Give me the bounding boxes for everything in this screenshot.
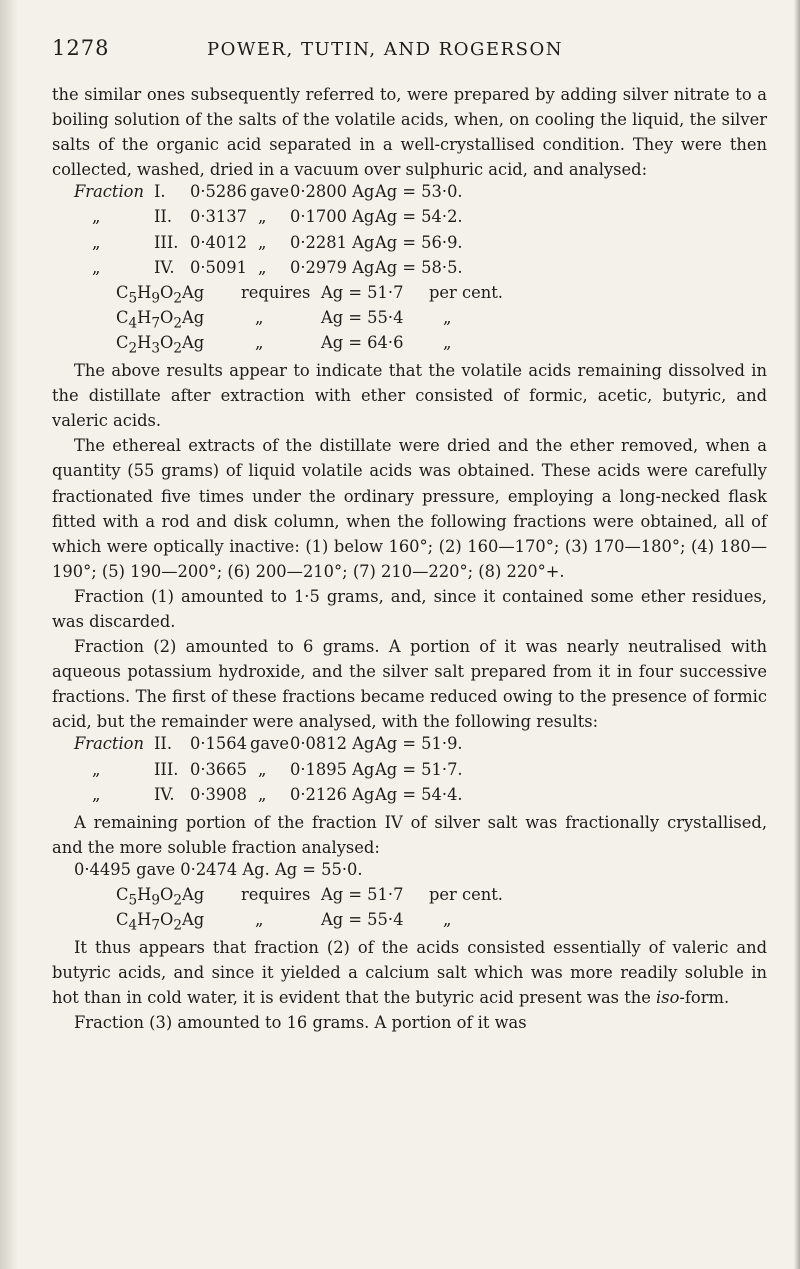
table-row [74,734,767,759]
row-gave: „ [258,232,267,252]
row-label: „ [92,207,101,227]
paragraph-silver-salts: the similar ones subsequently referred to, were prepared by adding silver nitrate to a boiling solution of the salts of the volatile acids, when, on cooling the liquid, the silver salts of the organic acid separated in a well-crystallised condition. They were then collected, washed, dried in a vacuum over sulphuric acid, and analysed: [52,85,767,180]
requires-word: „ [255,332,264,352]
requires-unit: per cent. [429,885,503,904]
row-silver: 0·1700 Ag. [290,207,380,227]
row-number: II. [154,734,173,754]
row-number: I. [154,182,166,202]
iso-prefix: iso [656,988,680,1008]
row-result: Ag = 51·9. [375,734,463,754]
paragraph-fraction-1: Fraction (1) amounted to 1·5 grams, and, since it contained some ether residues, was discarded. [52,586,767,631]
requires-unit: per cent. [429,282,503,302]
row-silver: 0·0812 Ag. [290,734,380,754]
paragraph-volatile-acids: The above results appear to indicate that the volatile acids remaining dissolved in the distillate after extraction with ether consisted of formic, acetic, butyric, and valeric acids. [52,361,767,431]
fraction-table-1 [52,182,767,282]
row-label: Fraction [74,734,144,754]
requirement-row [116,333,767,358]
requires-word: „ [255,307,264,327]
requires-value: Ag = 51·7 [321,885,404,904]
row-silver: 0·1895 Ag. [290,759,380,779]
requires-word: requires [241,282,311,302]
row-silver: 0·2800 Ag. [290,182,380,202]
row-label: „ [92,784,101,804]
requirement-block-2 [52,885,767,935]
row-result: Ag = 54·2. [375,207,463,227]
paragraph-ethereal-extracts: The ethereal extracts of the distillate were dried and the ether removed, when a quantity (55 grams) of liquid volatile acids was obtained. These acids were carefully fractionated five times under the ordinary pressure, employing a long-necked flask fitted with a rod and disk column, when the following fractions were obtained, all of which were optically inactive: (1) below 160°; (2) 160—170°; (3) 170—180°; (4) 180—190°; (5) 190—200°; (6) 200—210°; (7) 210—220°; (8) 220°+. [52,436,767,581]
paragraph-fraction-2: Fraction (2) amounted to 6 grams. A portion of it was nearly neutralised with aqueous potassium hydroxide, and the silver salt prepared from it in four successive fractions. The first of these fractions became reduced owing to the presence of formic acid, but the remainder were analysed, with the following results: [52,637,767,732]
row-weight: 0·3908 [190,784,247,804]
table-row [74,785,767,810]
row-gave: „ [258,207,267,227]
formula: $C_4H_7O_2Ag$ [116,307,205,332]
row-label: „ [92,759,101,779]
requires-value: Ag = 51·7 [321,282,404,302]
requires-value: Ag = 55·4 [321,910,404,930]
row-number: II. [154,207,173,227]
row-gave: „ [258,759,267,779]
row-gave: „ [258,257,267,277]
formula: $C_5H_9O_2Ag$ [116,885,205,909]
table-row [74,258,767,283]
page-gutter-shadow [0,0,18,1269]
requires-unit: „ [443,307,452,327]
fraction-table-2 [52,734,767,809]
requires-unit: „ [443,910,452,930]
row-number: III. [154,232,179,252]
page-edge-shadow [794,0,800,1269]
row-weight: 0·3137 [190,207,247,227]
row-weight: 0·1564 [190,734,247,754]
running-head: POWER, TUTIN, AND ROGERSON [207,39,563,60]
requires-word: „ [255,910,264,930]
row-number: IV. [154,257,175,277]
conclusion-text: It thus appears that fraction (2) of the acids consisted essentially of valeric and butyric acids, and since it yielded a calcium salt which was more readily soluble in hot than in cold water, it is evident that the butyric acid present was the [52,938,767,1008]
row-result: Ag = 53·0. [375,182,463,202]
row-gave: gave [250,182,289,202]
row-weight: 0·5091 [190,257,247,277]
requires-value: Ag = 55·4 [321,307,404,327]
requirement-row [116,910,767,935]
requirement-row [116,308,767,333]
page-number: 1278 [52,36,110,60]
page-header [52,36,767,70]
row-weight: 0·3665 [190,759,247,779]
conclusion-suffix: -form. [679,988,730,1008]
row-gave: „ [258,784,267,804]
table-row [74,182,767,207]
row-result: Ag = 56·9. [375,232,463,252]
table-row [74,233,767,258]
paragraph-conclusion [52,935,767,1010]
requires-unit: „ [443,332,452,352]
row-weight: 0·4012 [190,232,247,252]
row-number: IV. [154,784,175,804]
row-result: Ag = 51·7. [375,759,463,779]
requires-value: Ag = 64·6 [321,332,404,352]
formula: $C_5H_9O_2Ag$ [116,282,205,306]
requires-word: requires [241,885,311,904]
row-number: III. [154,759,179,779]
paragraph-fraction-3: Fraction (3) amounted to 16 grams. A portion of it was [74,1013,527,1033]
row-label: „ [92,257,101,277]
row-result: Ag = 58·5. [375,257,463,277]
page [52,36,767,1036]
row-silver: 0·2979 Ag. [290,257,380,277]
row-weight: 0·5286 [190,182,247,202]
formula: $C_2H_3O_2Ag$ [116,332,205,357]
row-silver: 0·2126 Ag. [290,784,380,804]
row-label: Fraction [74,182,144,202]
analysis-line: 0·4495 gave 0·2474 Ag. Ag = 55·0. [74,859,363,879]
table-row [74,207,767,232]
paragraph-remaining-portion: A remaining portion of the fraction IV of silver salt was fractionally crystallised, and the more soluble fraction analysed: [52,812,767,857]
row-label: „ [92,232,101,252]
requirement-row [116,885,767,910]
table-row [74,760,767,785]
formula: $C_4H_7O_2Ag$ [116,910,205,934]
requirement-row [116,283,767,308]
row-gave: gave [250,734,289,754]
requirement-block-1 [52,283,767,358]
row-silver: 0·2281 Ag. [290,232,380,252]
row-result: Ag = 54·4. [375,784,463,804]
